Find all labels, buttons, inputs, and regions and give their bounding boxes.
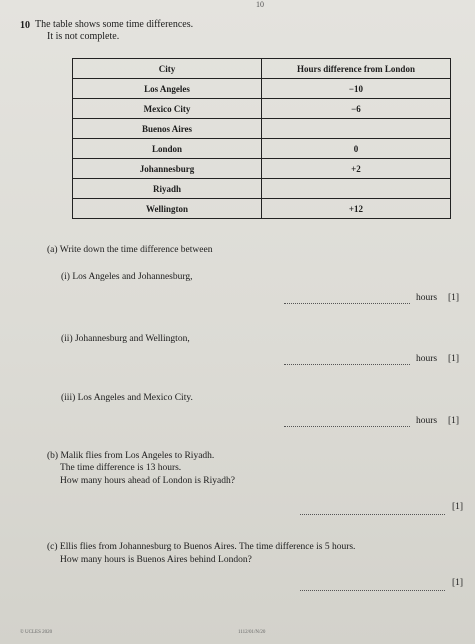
table-row [73,179,451,199]
question-intro-line-1: The table shows some time differences. [35,19,194,30]
part-a-i-mark: [1] [448,293,460,303]
part-a-iii-mark: [1] [448,416,460,426]
table-header-city: City [73,59,262,79]
part-a-prompt: (a) Write down the time difference between [47,245,213,255]
table-row [73,199,451,219]
table-cell-hours: 0 [262,139,451,159]
table-cell-city: Wellington [73,199,262,219]
table-row [73,79,451,99]
table-row [73,139,451,159]
part-c-line-1: (c) Ellis flies from Johannesburg to Buenos Aires. The time difference is 5 hours. [47,542,356,552]
table-cell-hours: −10 [262,79,451,99]
part-b-line-3: How many hours ahead of London is Riyadh? [60,476,235,486]
part-a-iii-unit: hours [416,416,438,426]
footer-code: 1112/01/N/20 [238,630,266,635]
part-a-ii-answer-line[interactable] [284,364,410,365]
table-cell-hours [262,119,451,139]
table-cell-city: Los Angeles [73,79,262,99]
question-number: 10 [20,20,30,31]
part-a-ii-unit: hours [416,354,438,364]
part-b-answer-line[interactable] [300,514,445,515]
part-a-i-unit: hours [416,293,438,303]
table-cell-hours: +12 [262,199,451,219]
part-c-mark: [1] [452,578,464,588]
part-a-i-question: (i) Los Angeles and Johannesburg, [61,272,193,282]
table-row [73,159,451,179]
question-intro-line-2: It is not complete. [47,31,120,42]
time-difference-table [72,58,451,219]
table-row [73,99,451,119]
table-cell-hours: +2 [262,159,451,179]
part-a-iii-question: (iii) Los Angeles and Mexico City. [61,393,193,403]
part-c-answer-line[interactable] [300,590,445,591]
table-row [73,119,451,139]
part-b-mark: [1] [452,502,464,512]
table-cell-city: London [73,139,262,159]
part-c-line-2: How many hours is Buenos Aires behind London? [60,555,252,565]
table-cell-city: Mexico City [73,99,262,119]
table-cell-city: Riyadh [73,179,262,199]
part-a-iii-answer-line[interactable] [284,426,410,427]
part-b-line-2: The time difference is 13 hours. [60,463,182,473]
part-a-i-answer-line[interactable] [284,303,410,304]
table-cell-city: Buenos Aires [73,119,262,139]
table-cell-hours: −6 [262,99,451,119]
table-header-hours: Hours difference from London [262,59,451,79]
footer-copyright: © UCLES 2020 [20,630,53,635]
part-a-ii-question: (ii) Johannesburg and Wellington, [61,334,190,344]
part-a-ii-mark: [1] [448,354,460,364]
part-b-line-1: (b) Malik flies from Los Angeles to Riyadh. [47,451,215,461]
page-top-mark: 10 [256,0,264,9]
table-cell-city: Johannesburg [73,159,262,179]
table-cell-hours [262,179,451,199]
table-header-row [73,59,451,79]
